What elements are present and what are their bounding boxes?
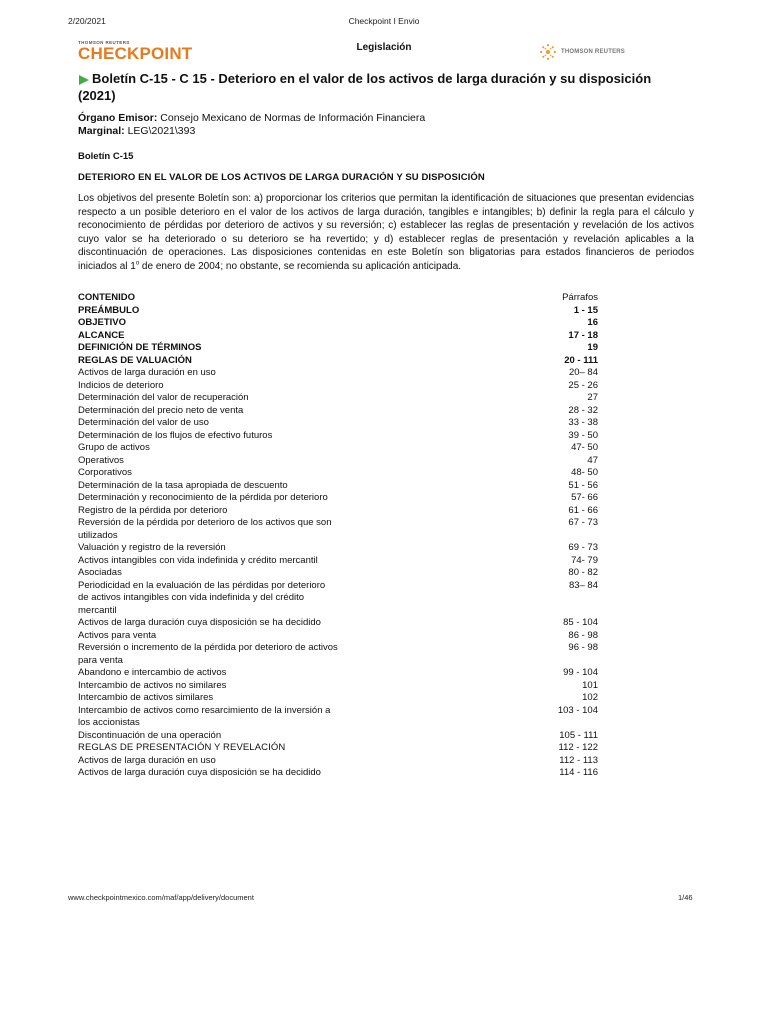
toc-row-paragraphs: 39 - 50 [568,429,598,441]
toc-row [78,542,598,555]
toc-row-label: Activos de larga duración en uso [78,367,216,378]
toc-row-paragraphs: 47 [587,454,598,466]
intro-text: Los objetivos del presente Boletín son: a) proporcionar los criterios que permitan la identificación de situaciones que presentan evidencias respecto a un posible deterioro en el valor de los activos de larga duración, tangibles e intangibles; b) definir la regla para el cálculo y reconocimiento de pérdidas por deterioro de activos y su reversión; c) establecer las reglas de presentación y revelación de los activos cuyo valor se ha deteriorado o su deterioro se ha revertido; y d) establecer reglas de presentación y revelación aplicables a la discontinuación de operaciones. Las disposiciones contenidas en este Boletín son bligatorias para estados financieros de periodos iniciados al 1 [78,193,694,272]
toc-row-paragraphs: 103 - 104 [557,704,598,716]
logo-brand-text: CHECKPOINT [78,44,193,63]
section-heading: Legislación [356,42,412,53]
toc-row-paragraphs: 48- 50 [571,467,598,478]
toc-row [78,330,598,343]
toc-row-label: ALCANCE [78,329,125,341]
toc-row-paragraphs: 101 [582,679,598,691]
intro-superscript: o [135,260,140,267]
toc-row-paragraphs: 99 - 104 [563,667,598,678]
toc-row-label: Determinación y reconocimiento de la pérdida por deterioro [78,492,328,503]
toc-row [78,742,598,755]
toc-row-paragraphs: 80 - 82 [568,567,598,578]
logo-small-text: THOMSON REUTERS [78,40,130,45]
toc-row [78,467,598,480]
toc-row [78,380,598,393]
toc-row-paragraphs: 16 [587,317,598,328]
toc-row-label: Asociadas [78,567,122,578]
organo-label: Órgano Emisor: [78,112,158,124]
toc-row-label: Abandono e intercambio de activos [78,667,227,678]
toc-row [78,492,598,505]
toc-row-paragraphs: 57- 66 [571,492,598,503]
footer-page-number: 1/46 [678,893,693,902]
browser-header [0,16,768,30]
toc-row [78,342,598,355]
toc-row [78,567,598,580]
toc-row-label: Determinación del valor de recuperación [78,392,249,403]
toc-row [78,517,598,542]
toc-row-paragraphs: 67 - 73 [568,517,598,528]
toc-row-paragraphs: 61 - 66 [568,504,598,516]
toc-row-label: Determinación del precio neto de venta [78,404,244,416]
toc-row-label: REGLAS DE VALUACIÓN [78,354,192,366]
toc-row-paragraphs: 112 - 113 [559,754,598,766]
toc-row-paragraphs: 25 - 26 [568,379,598,391]
toc-row [78,367,598,380]
document-subtitle: DETERIORO EN EL VALOR DE LOS ACTIVOS DE LARGA DURACIÓN Y SU DISPOSICIÓN [78,172,485,183]
toc-row-paragraphs: 27 [587,392,598,403]
toc-row-label: Reversión de la pérdida por deterioro de los activos que son utilizados [78,517,332,541]
organo-emisor [78,112,694,125]
toc-row-label: Intercambio de activos similares [78,692,214,703]
document-meta [78,112,694,138]
toc-row-label: Activos para venta [78,629,157,641]
toc-row-label: Activos de larga duración en uso [78,754,216,766]
toc-row-paragraphs: 102 [582,692,598,703]
toc-row-paragraphs: 74- 79 [571,554,598,566]
thomson-reuters-logo [538,42,625,62]
toc-row-paragraphs: 51 - 56 [568,479,598,491]
toc-row-paragraphs: 86 - 98 [568,629,598,641]
document-body [78,70,694,274]
toc-row-label: Determinación de los flujos de efectivo futuros [78,429,273,441]
boletin-heading: Boletín C-15 [78,151,134,162]
play-arrow-icon[interactable] [78,74,90,86]
toc-row-label: Grupo de activos [78,442,150,453]
toc-row-label: Operativos [78,454,124,466]
toc-row-label: OBJETIVO [78,317,127,328]
toc-row [78,767,598,780]
table-of-contents [78,292,598,780]
toc-row-label: Determinación de la tasa apropiada de descuento [78,479,288,491]
toc-row-label: Activos intangibles con vida indefinida y crédito mercantil [78,554,318,566]
toc-row-label: Valuación y registro de la reversión [78,542,226,553]
toc-row-label: Intercambio de activos como resarcimiento de la inversión a los accionistas [78,704,331,728]
toc-row-paragraphs: 69 - 73 [568,542,598,553]
toc-row [78,755,598,768]
toc-row-paragraphs: 85 - 104 [563,617,598,628]
toc-row-paragraphs: 1 - 15 [573,304,598,316]
toc-row [78,680,598,693]
toc-row-paragraphs: 105 - 111 [559,729,598,741]
toc-row-label: PREÁMBULO [78,304,140,316]
toc-row-label: Indicios de deterioro [78,379,164,391]
toc-row [78,580,598,618]
toc-row-paragraphs: 47- 50 [571,442,598,453]
toc-row-label: Activos de larga duración cuya disposición se ha decidido [78,767,321,778]
toc-row [78,617,598,630]
document-title [78,70,694,104]
toc-row [78,355,598,368]
toc-row [78,630,598,643]
toc-row [78,480,598,493]
toc-row [78,455,598,468]
toc-header [78,292,598,305]
toc-row [78,405,598,418]
organo-value: Consejo Mexicano de Normas de Información Financiera [157,112,426,124]
toc-row-paragraphs: 83– 84 [568,579,598,591]
footer-url[interactable]: www.checkpointmexico.com/maf/app/delivery/document [68,893,254,902]
toc-row [78,305,598,318]
toc-row-paragraphs: 96 - 98 [568,642,598,653]
toc-row-label: Intercambio de activos no similares [78,679,227,691]
thomson-reuters-orb-icon [538,42,558,62]
toc-row-label: REGLAS DE PRESENTACIÓN Y REVELACIÓN [78,742,286,753]
toc-row-label: Periodicidad en la evaluación de las pérdidas por deterioro de activos intangibles con vida indefinida y del crédito mercantil [78,579,326,616]
toc-row [78,505,598,518]
toc-header-paragraphs: Párrafos [562,292,598,303]
toc-row [78,417,598,430]
toc-row [78,442,598,455]
toc-row-label: Reversión o incremento de la pérdida por deterioro de activos para venta [78,642,338,666]
toc-row [78,692,598,705]
toc-row [78,705,598,730]
title-line-1: Boletín C-15 - C 15 - Deterioro en el valor de los activos de larga duración y su disposición [92,71,652,86]
thomson-reuters-text: THOMSON REUTERS [561,49,626,55]
intro-paragraph [78,192,694,274]
toc-row-paragraphs: 114 - 116 [559,767,598,778]
toc-row [78,392,598,405]
toc-row-paragraphs: 112 - 122 [558,742,598,753]
toc-row [78,642,598,667]
toc-row-label: DEFINICIÓN DE TÉRMINOS [78,342,202,353]
toc-header-label: CONTENIDO [78,292,135,303]
marginal [78,125,694,138]
marginal-value: LEG\2021\393 [124,125,196,137]
intro-text-end: de enero de 2004; no obstante, se recomienda su aplicación anticipada. [139,260,462,272]
toc-row [78,730,598,743]
toc-row-label: Determinación del valor de uso [78,417,209,428]
toc-row [78,555,598,568]
toc-row-paragraphs: 19 [587,342,598,353]
toc-row-label: Activos de larga duración cuya disposición se ha decidido [78,617,321,628]
toc-row-label: Discontinuación de una operación [78,729,222,741]
toc-row [78,667,598,680]
toc-row-label: Registro de la pérdida por deterioro [78,504,228,516]
print-date: 2/20/2021 [68,16,106,26]
toc-row [78,430,598,443]
toc-row-paragraphs: 33 - 38 [568,417,598,428]
toc-row-paragraphs: 20 - 111 [564,354,598,366]
toc-row [78,317,598,330]
toc-row-paragraphs: 28 - 32 [568,404,598,416]
toc-row-paragraphs: 17 - 18 [568,329,598,341]
toc-row-paragraphs: 20– 84 [568,367,598,378]
marginal-label: Marginal: [78,125,125,137]
title-year: (2021) [78,88,116,103]
toc-row-label: Corporativos [78,467,132,478]
page-title: Checkpoint I Envio [348,16,420,26]
